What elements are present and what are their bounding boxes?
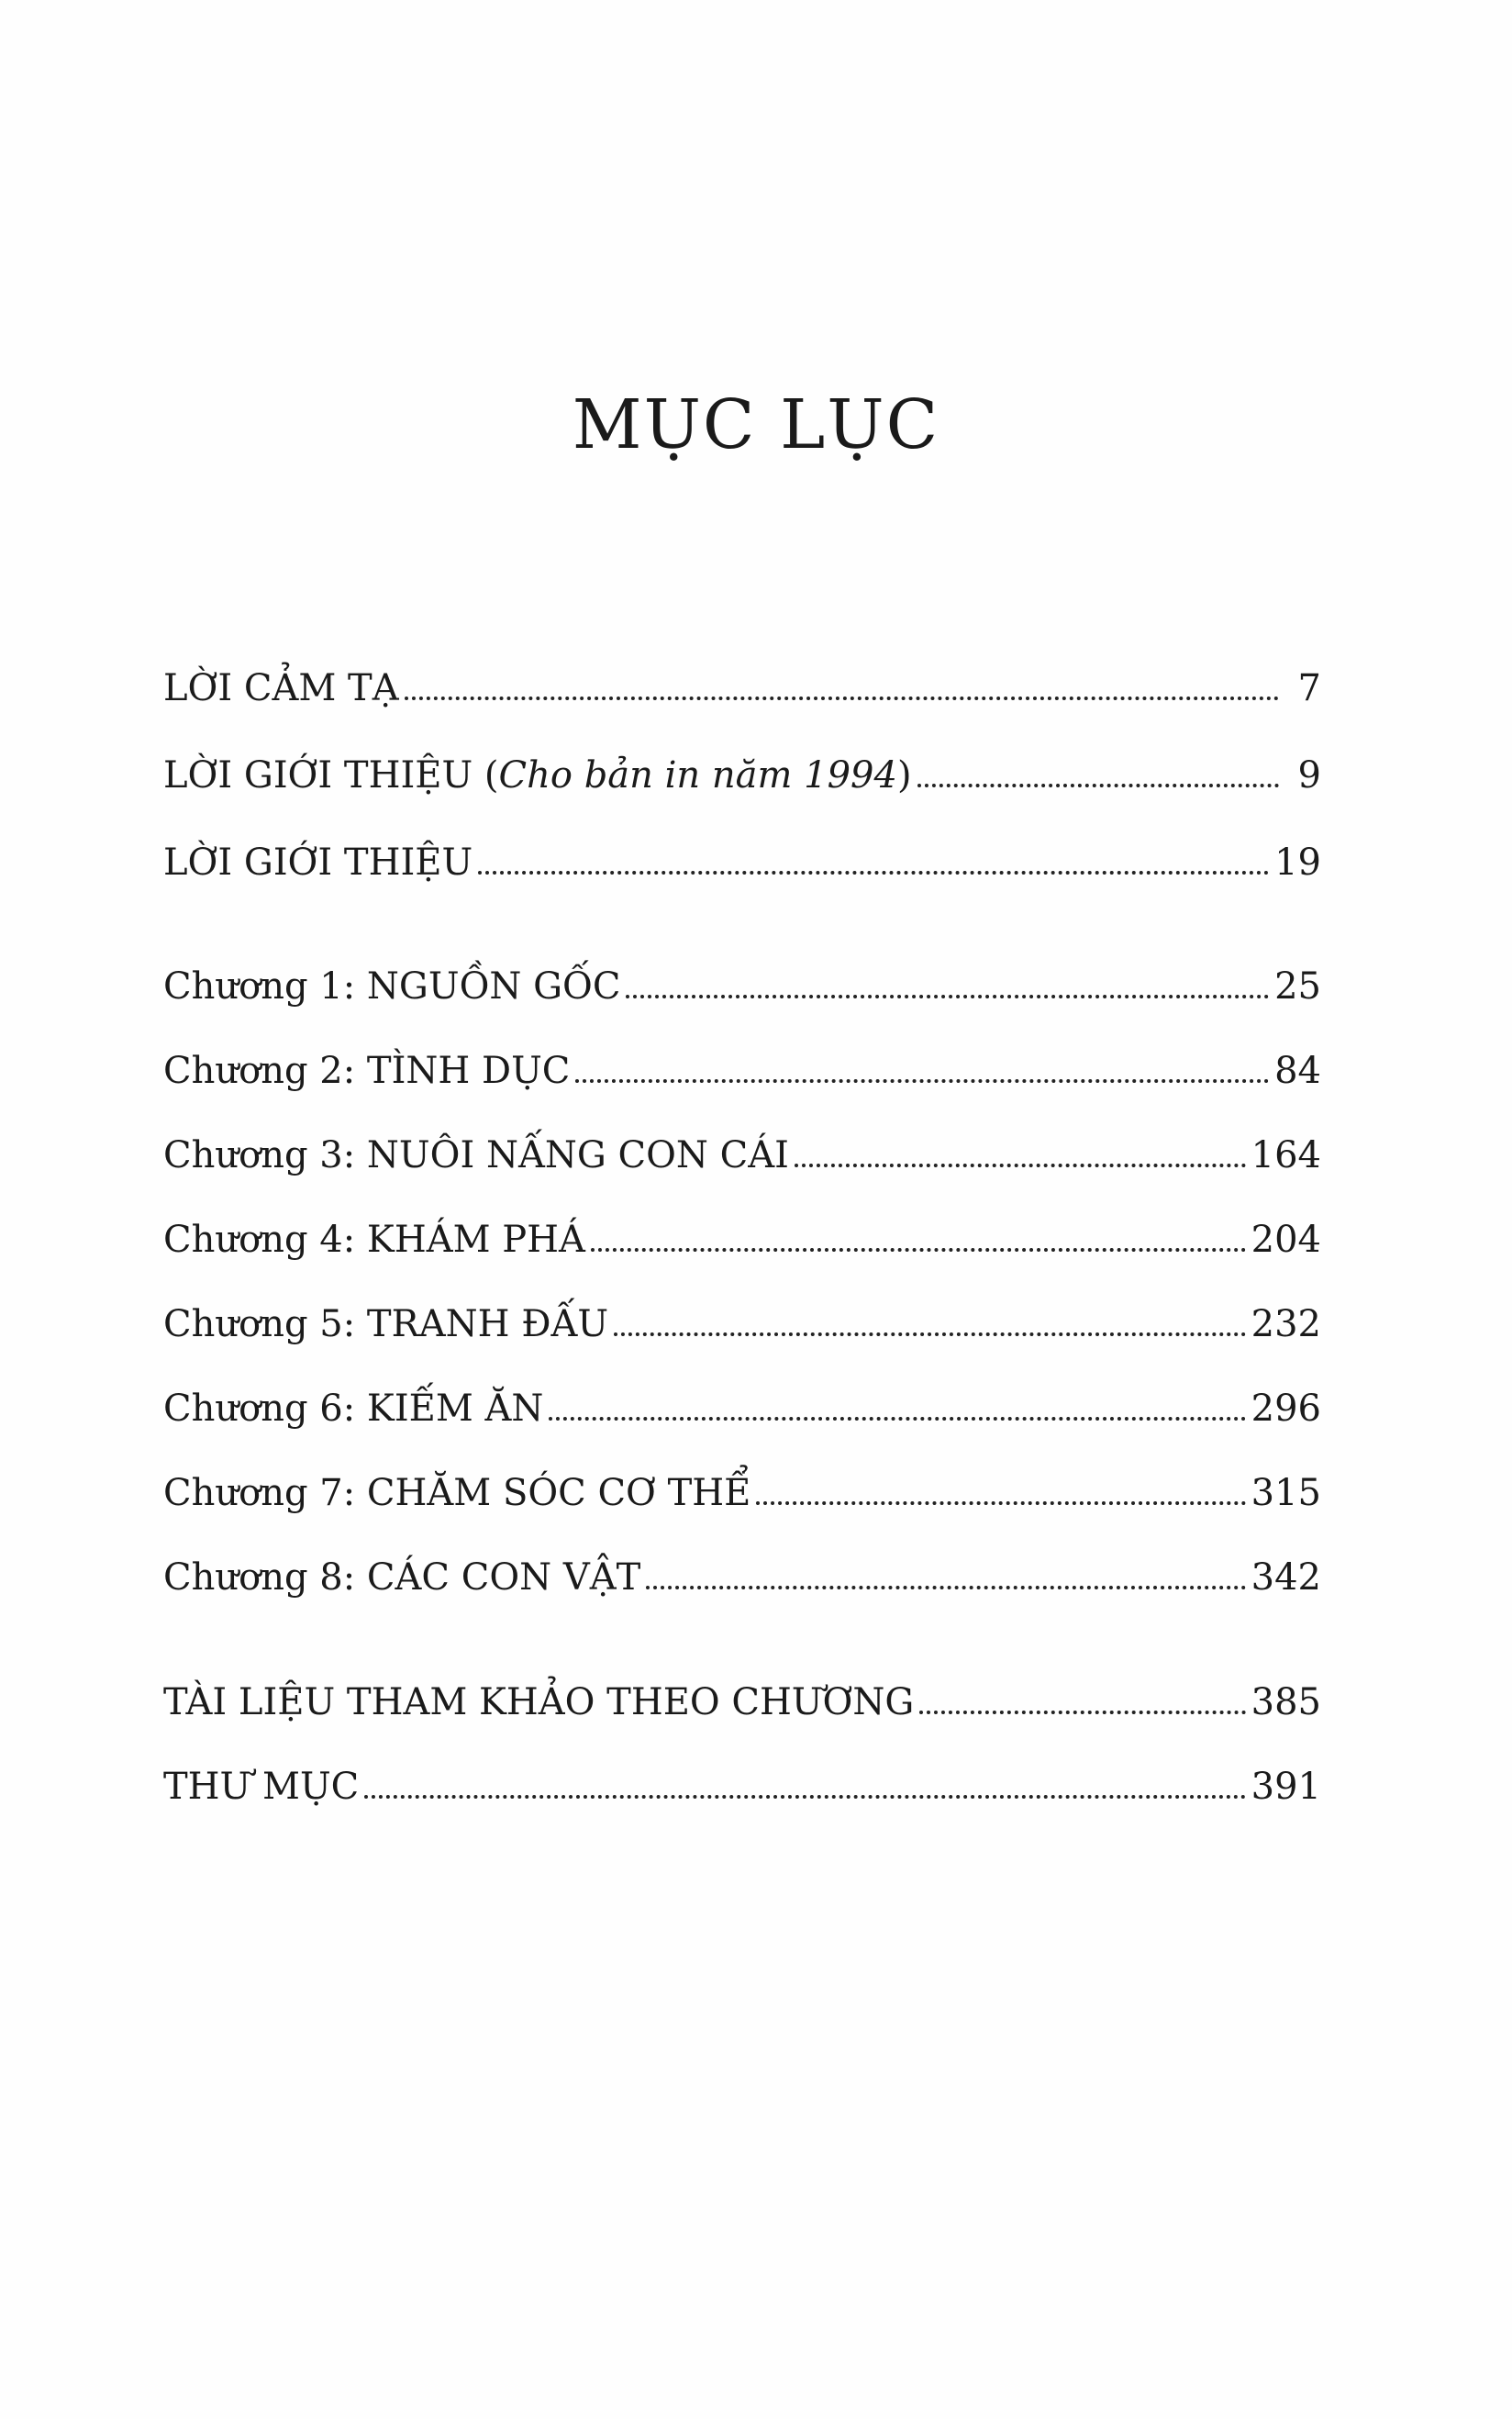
toc-entry-label: LỜI GIỚI THIỆU (Cho bản in năm 1994) [163,754,912,797]
toc-entry [163,754,1321,797]
toc-entry [163,1472,1321,1514]
toc-entry-page: 19 [1274,842,1321,884]
toc-entry-label: Chương 3: NUÔI NẤNG CON CÁI [163,1134,789,1176]
toc-dot-leader [795,1164,1246,1167]
toc-entry-label: Chương 2: TÌNH DỤC [163,1050,571,1092]
toc-entry [163,1766,1321,1808]
toc-entry-page: 9 [1297,754,1321,797]
toc-entry-label: Chương 5: TRANH ĐẤU [163,1303,609,1345]
toc-entry-page: 7 [1297,667,1321,709]
toc-entry-page: 164 [1251,1134,1321,1176]
toc-entry-label: THƯ MỤC [163,1766,360,1808]
toc-entry-page: 315 [1251,1472,1321,1514]
toc-dot-leader [646,1586,1245,1589]
toc-entry-page: 204 [1251,1219,1321,1261]
toc-entry-page: 391 [1251,1766,1321,1808]
toc-entry [163,1219,1321,1261]
toc-entry-label: TÀI LIỆU THAM KHẢO THEO CHƯƠNG [163,1681,915,1723]
toc-entry [163,1134,1321,1176]
toc-dot-leader [405,697,1279,700]
toc-entry-label: LỜI CẢM TẠ [163,667,399,709]
page-title: MỤC LỤC [572,385,940,464]
toc-entry-page: 25 [1274,965,1321,1008]
toc-entry [163,667,1321,709]
toc-entry-page: 385 [1251,1681,1321,1723]
toc-entry [163,1050,1321,1092]
toc-dot-leader [626,995,1269,998]
toc-dot-leader [591,1248,1246,1252]
toc-entry-label: Chương 1: NGUỒN GỐC [163,965,621,1008]
toc-dot-leader [919,1711,1245,1714]
toc-entry-label: Chương 4: KHÁM PHÁ [163,1219,585,1261]
toc-entry [163,1388,1321,1430]
toc-entry [163,842,1321,884]
toc-entry-label: Chương 6: KIẾM ĂN [163,1388,544,1430]
toc-entry [163,1303,1321,1345]
toc-dot-leader [549,1417,1245,1421]
toc-entry-page: 84 [1274,1050,1321,1092]
toc-dot-leader [364,1795,1245,1799]
toc-entry [163,1556,1321,1599]
toc-entry-label: Chương 7: CHĂM SÓC CƠ THỂ [163,1472,751,1514]
toc-entry [163,965,1321,1008]
toc-dot-leader [756,1501,1245,1505]
toc-entry-page: 232 [1251,1303,1321,1345]
toc-entry-note: Cho bản in năm 1994 [498,754,897,797]
toc-dot-leader [478,871,1269,875]
toc-dot-leader [917,784,1279,787]
toc-entry-label: Chương 8: CÁC CON VẬT [163,1556,641,1599]
toc-entry-label: LỜI GIỚI THIỆU [163,842,473,884]
toc-entry [163,1681,1321,1723]
toc-entry-page: 296 [1251,1388,1321,1430]
toc-dot-leader [614,1332,1246,1336]
toc-entry-page: 342 [1251,1556,1321,1599]
toc-dot-leader [575,1079,1269,1083]
